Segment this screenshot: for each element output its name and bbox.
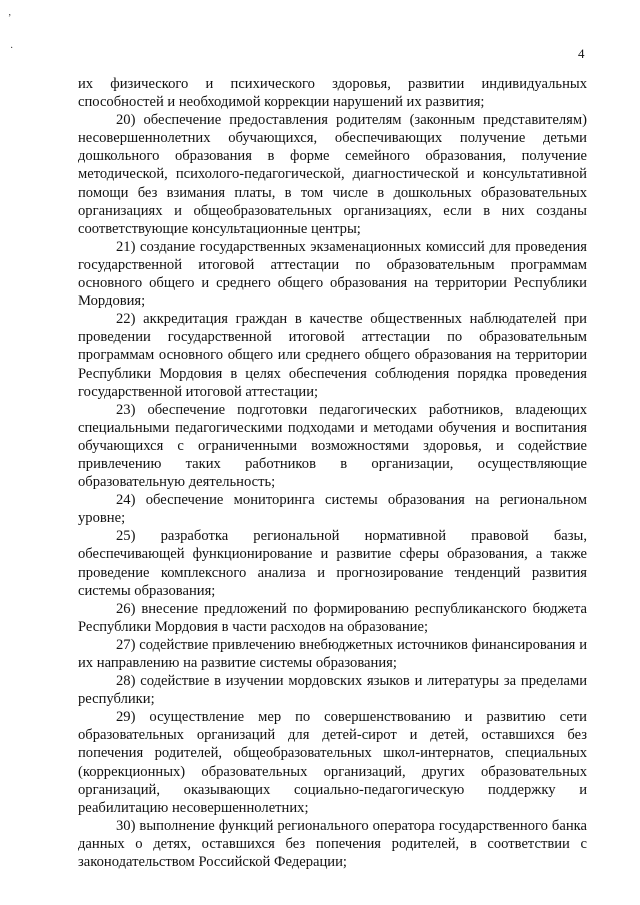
paragraph-24: 24) обеспечение мониторинга системы образования на региональном уровне; <box>78 492 587 527</box>
document-body <box>78 75 587 871</box>
page-number: 4 <box>578 46 585 61</box>
paragraph-28: 28) содействие в изучении мордовских языков и литературы за пределами республики; <box>78 673 587 708</box>
paragraph-20: 20) обеспечение предоставления родителям (законным представителям) несовершеннолетних обучающихся, обеспечивающих получение детьми дошкольного образования в форме семейного образования, получение методической, психолого-педагогической, диагностической и консультативной помощи без взимания платы, в том числе в дошкольных образовательных организациях и общеобразовательных организациях, если в них созданы соответствующие консультационные центры; <box>78 112 587 237</box>
paragraph-21: 21) создание государственных экзаменационных комиссий для проведения государственной итоговой аттестации по образовательным программам основного общего и среднего общего образования на территории Республики Мордовия; <box>78 238 587 310</box>
paragraph-19-continuation: их физического и психического здоровья, развитии индивидуальных способностей и необходимой коррекции нарушений их развития; <box>78 76 587 111</box>
scan-mark: · <box>10 43 14 54</box>
paragraph-30: 30) выполнение функций регионального оператора государственного банка данных о детях, оставшихся без попечения родителей, в соответствии с законодательством Российской Федерации; <box>78 817 587 871</box>
scan-mark: ʼ <box>8 13 12 24</box>
paragraph-22: 22) аккредитация граждан в качестве общественных наблюдателей при проведении государственной итоговой аттестации по образовательным программам основного общего или среднего общего образования на территории Республики Мордовия в целях обеспечения соблюдения порядка проведения государственной итоговой аттестации; <box>78 311 587 400</box>
paragraph-23: 23) обеспечение подготовки педагогических работников, владеющих специальными педагогическими подходами и методами обучения и воспитания обучающихся с ограниченными возможностями здоровья, и содействие привлечению таких работников в организации, осуществляющие образовательную деятельность; <box>78 401 587 491</box>
paragraph-25: 25) разработка региональной нормативной правовой базы, обеспечивающей функционирование и развитие сферы образования, а также проведение комплексного анализа и прогнозирование тенденций развития системы образования; <box>78 528 587 599</box>
paragraph-27: 27) содействие привлечению внебюджетных источников финансирования и их направлению на развитие системы образования; <box>78 636 587 671</box>
paragraph-26: 26) внесение предложений по формированию республиканского бюджета Республики Мордовия в части расходов на образование; <box>78 600 587 635</box>
paragraph-29: 29) осуществление мер по совершенствованию и развитию сети образовательных организаций для детей-сирот и детей, оставшихся без попечения родителей, общеобразовательных школ-интернатов, специальных (коррекционных) образовательных организаций, других образовательных организаций, оказывающих социально-педагогическую поддержку и реабилитацию несовершеннолетних; <box>78 709 587 816</box>
